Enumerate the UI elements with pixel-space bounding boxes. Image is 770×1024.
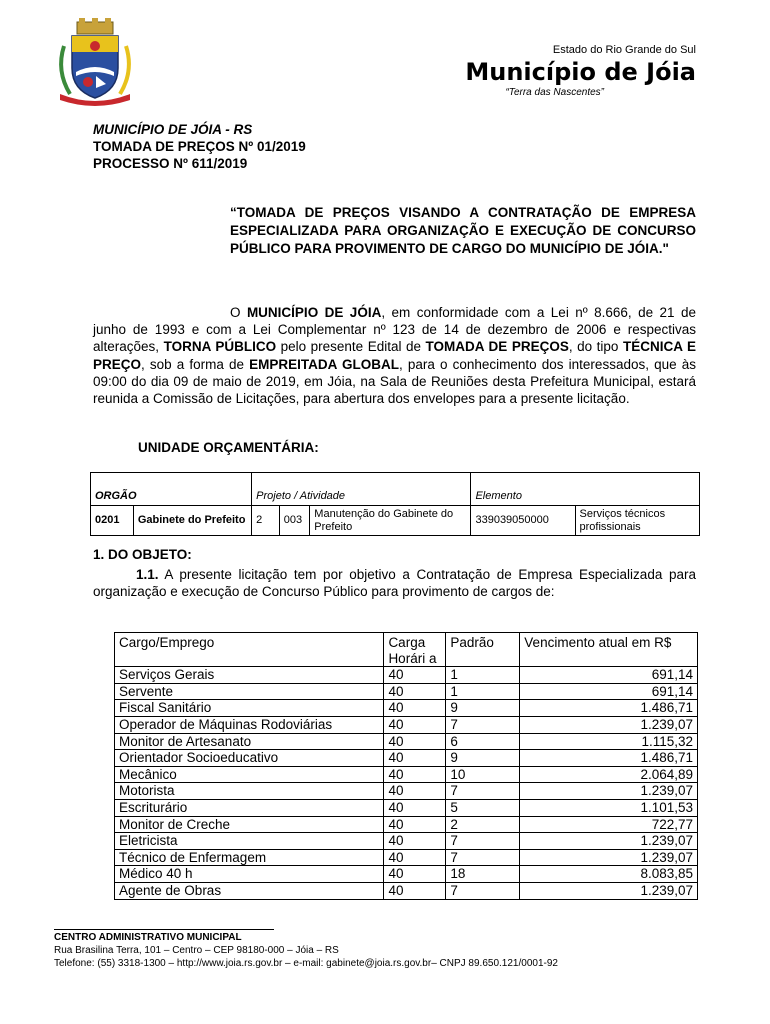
project-code-b: 003 — [279, 506, 310, 536]
salary-cell: 1.239,07 — [520, 833, 698, 850]
salary-cell: 1.101,53 — [520, 799, 698, 816]
hours-cell: 40 — [384, 667, 446, 684]
level-cell: 2 — [446, 816, 520, 833]
bid-subject: “TOMADA DE PREÇOS VISANDO A CONTRATAÇÃO DE EMPRESA ESPECIALIZADA PARA ORGANIZAÇÃO E EXECUÇÃO DE CONCURSO PÚBLICO PARA PROVIMENTO DE CARGO DO MUNICÍPIO DE JÓIA." — [230, 205, 696, 256]
hours-cell: 40 — [384, 716, 446, 733]
table-row — [115, 816, 698, 833]
intro-text: , do tipo — [568, 339, 623, 355]
object-heading: 1. DO OBJETO: — [93, 547, 192, 562]
level-cell: 7 — [446, 716, 520, 733]
element-name: Serviços técnicos profissionais — [575, 506, 699, 536]
hours-cell: 40 — [384, 733, 446, 750]
position-cell: Orientador Socioeducativo — [115, 750, 384, 767]
position-cell: Escriturário — [115, 799, 384, 816]
intro-text: pelo presente Edital de — [276, 339, 426, 355]
footer-title: CENTRO ADMINISTRATIVO MUNICIPAL — [54, 932, 242, 943]
position-cell: Fiscal Sanitário — [115, 700, 384, 717]
intro-text: O — [230, 305, 247, 320]
position-cell: Eletricista — [115, 833, 384, 850]
orgao-name: Gabinete do Prefeito — [133, 506, 251, 536]
project-header: Projeto / Atividade — [252, 473, 471, 506]
salary-cell: 1.239,07 — [520, 849, 698, 866]
budget-unit-heading: UNIDADE ORÇAMENTÁRIA: — [138, 440, 319, 455]
project-code-a: 2 — [252, 506, 280, 536]
col-header-hours: Carga Horári a — [384, 633, 446, 667]
position-cell: Médico 40 h — [115, 866, 384, 883]
salary-cell: 691,14 — [520, 667, 698, 684]
element-header: Elemento — [471, 473, 700, 506]
intro-text: , sob a forma de — [141, 356, 250, 372]
level-cell: 7 — [446, 882, 520, 899]
budget-header-row — [91, 473, 700, 506]
hours-cell: 40 — [384, 816, 446, 833]
salary-cell: 1.239,07 — [520, 783, 698, 800]
intro-bold: TOMADA DE PREÇOS — [425, 339, 569, 355]
hours-cell: 40 — [384, 700, 446, 717]
level-cell: 10 — [446, 766, 520, 783]
process-number: PROCESSO Nº 611/2019 — [93, 156, 248, 171]
table-row — [115, 866, 698, 883]
positions-table — [114, 632, 698, 900]
position-cell: Operador de Máquinas Rodoviárias — [115, 716, 384, 733]
position-cell: Agente de Obras — [115, 882, 384, 899]
level-cell: 6 — [446, 733, 520, 750]
table-row — [115, 833, 698, 850]
table-row — [115, 783, 698, 800]
salary-cell: 2.064,89 — [520, 766, 698, 783]
table-row — [115, 667, 698, 684]
intro-bold: TORNA PÚBLICO — [163, 339, 277, 355]
budget-unit-table — [90, 472, 700, 536]
level-cell: 7 — [446, 833, 520, 850]
intro-bold: TÉCNICA E PREÇO — [93, 339, 696, 372]
hours-cell: 40 — [384, 683, 446, 700]
position-cell: Serviços Gerais — [115, 667, 384, 684]
intro-text: , em conformidade com a Lei nº 8.666, de 21 de junho de 1993 e com a Lei Complementar nº 123 de 14 de dezembro de 2006 e respectivas alterações, — [93, 305, 697, 355]
document-identification — [93, 121, 306, 172]
table-row — [115, 733, 698, 750]
position-cell: Monitor de Artesanato — [115, 733, 384, 750]
table-row — [115, 849, 698, 866]
table-row — [115, 766, 698, 783]
salary-cell: 722,77 — [520, 816, 698, 833]
letterhead — [465, 44, 696, 99]
table-row — [115, 683, 698, 700]
table-row — [115, 716, 698, 733]
salary-cell: 1.486,71 — [520, 700, 698, 717]
element-code: 339039050000 — [471, 506, 575, 536]
salary-cell: 691,14 — [520, 683, 698, 700]
salary-cell: 1.486,71 — [520, 750, 698, 767]
hours-cell: 40 — [384, 750, 446, 767]
hours-cell: 40 — [384, 833, 446, 850]
intro-bold: EMPREITADA GLOBAL — [249, 356, 399, 372]
budget-data-row — [91, 506, 700, 536]
hours-cell: 40 — [384, 799, 446, 816]
intro-bold: MUNICÍPIO DE JÓIA — [246, 305, 382, 320]
municipality-line: MUNICÍPIO DE JÓIA - RS — [93, 122, 253, 137]
municipal-crest-icon — [50, 16, 140, 106]
salary-cell: 1.115,32 — [520, 733, 698, 750]
intro-paragraph — [93, 304, 696, 407]
page-footer — [54, 929, 694, 970]
hours-cell: 40 — [384, 882, 446, 899]
positions-table-body — [115, 667, 698, 899]
level-cell: 5 — [446, 799, 520, 816]
level-cell: 7 — [446, 783, 520, 800]
object-text: A presente licitação tem por objetivo a Contratação de Empresa Especializada para organização e execução de Concurso Público para provimento de cargos de: — [93, 567, 696, 600]
table-row — [115, 700, 698, 717]
position-cell: Monitor de Creche — [115, 816, 384, 833]
object-clause-number: 1.1. — [136, 567, 159, 582]
object-paragraph — [93, 566, 696, 600]
table-row — [115, 799, 698, 816]
footer-divider — [54, 929, 274, 930]
level-cell: 7 — [446, 849, 520, 866]
level-cell: 1 — [446, 683, 520, 700]
project-name: Manutenção do Gabinete do Prefeito — [310, 506, 471, 536]
orgao-code: 0201 — [91, 506, 134, 536]
col-header-salary: Vencimento atual em R$ — [520, 633, 698, 667]
footer-contact: Telefone: (55) 3318-1300 – http://www.joia.rs.gov.br – e-mail: gabinete@joia.rs.gov.br– CNPJ 89.650.121/0001-92 — [54, 958, 558, 969]
position-cell: Mecânico — [115, 766, 384, 783]
state-name: Estado do Rio Grande do Sul — [552, 44, 696, 56]
intro-text: , para o conhecimento dos interessados, que às 09:00 do dia 09 de maio de 2019, em Jóia, na Sala de Reuniões desta Prefeitura Municipal, estará reunida a Comissão de Licitações, para abertura dos envelopes para a presente licitação. — [93, 356, 696, 407]
positions-header-row — [115, 633, 698, 667]
salary-cell: 1.239,07 — [520, 716, 698, 733]
bid-number: TOMADA DE PREÇOS Nº 01/2019 — [93, 139, 306, 154]
footer-address: Rua Brasilina Terra, 101 – Centro – CEP 98180-000 – Jóia – RS — [54, 945, 339, 956]
table-row — [115, 750, 698, 767]
level-cell: 9 — [446, 700, 520, 717]
hours-cell: 40 — [384, 766, 446, 783]
col-header-position: Cargo/Emprego — [115, 633, 384, 667]
position-cell: Motorista — [115, 783, 384, 800]
level-cell: 1 — [446, 667, 520, 684]
level-cell: 9 — [446, 750, 520, 767]
municipality-motto: “Terra das Nascentes” — [505, 87, 604, 98]
hours-cell: 40 — [384, 783, 446, 800]
position-cell: Servente — [115, 683, 384, 700]
salary-cell: 8.083,85 — [520, 866, 698, 883]
hours-cell: 40 — [384, 849, 446, 866]
table-row — [115, 882, 698, 899]
hours-cell: 40 — [384, 866, 446, 883]
salary-cell: 1.239,07 — [520, 882, 698, 899]
col-header-level: Padrão — [446, 633, 520, 667]
position-cell: Técnico de Enfermagem — [115, 849, 384, 866]
level-cell: 18 — [446, 866, 520, 883]
orgao-header: ORGÃO — [91, 473, 252, 506]
municipality-title: Município de Jóia — [465, 58, 696, 86]
